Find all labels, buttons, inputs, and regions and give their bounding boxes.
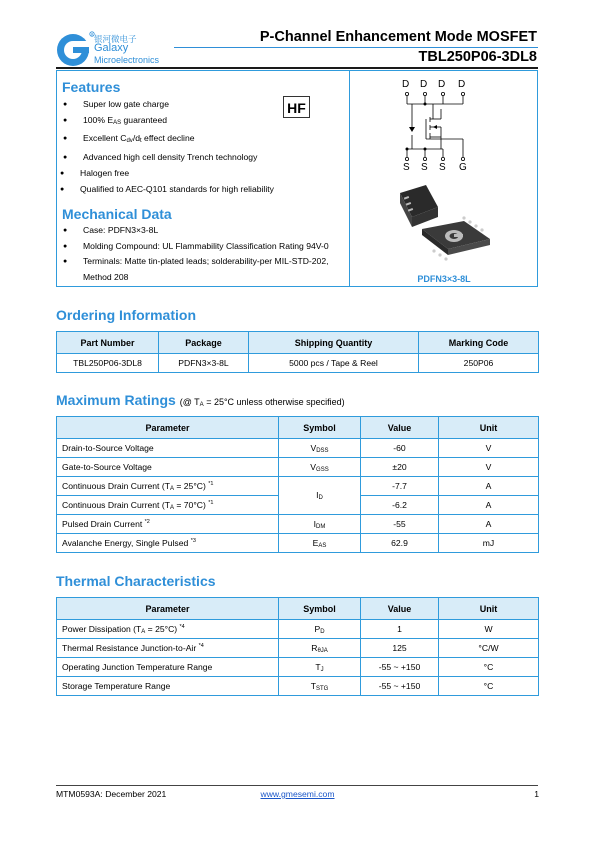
pin-label-bottom: S [421, 162, 428, 173]
column-header: Shipping Quantity [249, 332, 419, 354]
package-label: PDFN3×3-8L [417, 274, 471, 284]
table-row [57, 515, 539, 534]
column-header: Parameter [57, 598, 279, 620]
table-header-row [57, 332, 539, 354]
unit-cell: V [439, 458, 539, 477]
logo-cn-text: 银河微电子 [94, 34, 137, 44]
pin-label-top: D [458, 79, 466, 90]
max-ratings-table [56, 416, 539, 553]
symbol-cell: $I_{DM}$ [279, 515, 361, 534]
unit-cell: A [439, 477, 539, 496]
symbol-cell: $T_J$ [279, 658, 361, 677]
feature-item: ● Advanced high cell density Trench technology [83, 150, 277, 166]
mechanical-item: ● Case: PDFN3×3-8L [83, 223, 329, 239]
unit-cell: °C/W [439, 639, 539, 658]
unit-cell: °C [439, 658, 539, 677]
unit-cell: °C [439, 677, 539, 696]
feature-item: ● Qualified to AEC-Q101 standards for high reliability [80, 182, 274, 198]
table-header-row [57, 417, 539, 439]
column-header: Value [361, 417, 439, 439]
value-cell: -6.2 [361, 496, 439, 515]
part-number-title: TBL250P06-3DL8 [418, 49, 537, 65]
table-row [57, 677, 539, 696]
param-cell: Operating Junction Temperature Range [57, 658, 279, 677]
thermal-heading: Thermal Characteristics [56, 573, 216, 589]
column-header: Unit [439, 598, 539, 620]
footer-page-number: 1 [534, 789, 539, 799]
mechanical-item-cont: Method 208 [83, 272, 129, 283]
max-ratings-note: (@ $T_A = 25^\circ C$ unless otherwise specified) [179, 397, 345, 408]
ordering-table [56, 331, 539, 373]
column-header: Package [159, 332, 249, 354]
column-header: Parameter [57, 417, 279, 439]
feature-item: ● Excellent $C_{dv}/d_t$ effect decline [83, 131, 277, 150]
feature-item: ● Super low gate charge [83, 97, 277, 113]
ordering-heading: Ordering Information [56, 307, 196, 323]
footer-website [0, 789, 595, 799]
pin-label-bottom: S [403, 162, 410, 173]
mosfet-schematic [395, 77, 480, 177]
thermal-table [56, 597, 539, 696]
value-cell: -55 ~ +150 [361, 658, 439, 677]
pin-label-top: D [438, 79, 446, 90]
mechanical-item: ● Terminals: Matte tin-plated leads; solderability-per MIL-STD-202, [83, 254, 329, 270]
header-rule [174, 47, 538, 48]
symbol-cell: $T_{STG}$ [279, 677, 361, 696]
pin-label-top: D [420, 79, 428, 90]
feature-item: ● Halogen free [80, 166, 274, 182]
param-cell: Continuous Drain Current $(T_A = 25^\circ C)$ $^{*1}$ [57, 477, 279, 496]
logo-line1: Galaxy [94, 42, 129, 54]
value-cell: 1 [361, 620, 439, 639]
param-cell: Continuous Drain Current $(T_A = 70^\circ C)$ $^{*1}$ [57, 496, 279, 515]
table-row [57, 639, 539, 658]
param-cell: Gate-to-Source Voltage [57, 458, 279, 477]
table-row [57, 620, 539, 639]
value-cell: -60 [361, 439, 439, 458]
mechanical-list [83, 223, 329, 286]
features-heading: Features [62, 79, 121, 95]
value-cell: -7.7 [361, 477, 439, 496]
column-header: Part Number [57, 332, 159, 354]
table-row [57, 354, 539, 373]
unit-cell: W [439, 620, 539, 639]
column-header: Symbol [279, 598, 361, 620]
header-divider [56, 67, 538, 69]
footer-rule [56, 785, 538, 786]
param-cell: Power Dissipation $(T_A = 25^\circ C)$ $^{*4}$ [57, 620, 279, 639]
table-row [57, 534, 539, 553]
features-list [80, 97, 277, 197]
max-ratings-title: Maximum Ratings [56, 392, 176, 408]
symbol-cell: $E_{AS}$ [279, 534, 361, 553]
footer-doc-id: MTM0593A: December 2021 [56, 789, 167, 799]
column-header: Symbol [279, 417, 361, 439]
param-cell: Pulsed Drain Current $^{*2}$ [57, 515, 279, 534]
symbol-cell: $V_{DSS}$ [279, 439, 361, 458]
logo-line2: Microelectronics [94, 55, 160, 65]
table-cell: PDFN3×3-8L [159, 354, 249, 373]
max-ratings-heading [56, 392, 345, 408]
table-cell: 5000 pcs / Tape & Reel [249, 354, 419, 373]
symbol-cell: $I_D$ [279, 477, 361, 515]
mechanical-heading: Mechanical Data [62, 206, 172, 222]
value-cell: ±20 [361, 458, 439, 477]
symbol-cell: $V_{GSS}$ [279, 458, 361, 477]
table-row [57, 658, 539, 677]
mechanical-item: ● Molding Compound: UL Flammability Classification Rating 94V-0 [83, 239, 329, 255]
column-header: Value [361, 598, 439, 620]
param-cell: Drain-to-Source Voltage [57, 439, 279, 458]
galaxy-logo [56, 30, 186, 70]
package-image [392, 183, 504, 273]
pin-label-top: D [402, 79, 410, 90]
column-header: Marking Code [419, 332, 539, 354]
value-cell: 125 [361, 639, 439, 658]
unit-cell: A [439, 515, 539, 534]
value-cell: -55 [361, 515, 439, 534]
table-row [57, 439, 539, 458]
document-title: P-Channel Enhancement Mode MOSFET [259, 29, 537, 45]
table-row [57, 458, 539, 477]
param-cell: Thermal Resistance Junction-to-Air $^{*4}$ [57, 639, 279, 658]
table-cell: TBL250P06-3DL8 [57, 354, 159, 373]
pin-label-bottom: G [459, 162, 467, 173]
column-header: Unit [439, 417, 539, 439]
table-row [57, 477, 539, 496]
halogen-free-badge: HF [283, 96, 310, 118]
website-link[interactable]: www.gmesemi.com [260, 789, 335, 799]
svg-text:R: R [91, 32, 94, 37]
param-cell: Storage Temperature Range [57, 677, 279, 696]
table-header-row [57, 598, 539, 620]
pin-label-bottom: S [439, 162, 446, 173]
value-cell: -55 ~ +150 [361, 677, 439, 696]
param-cell: Avalanche Energy, Single Pulsed $^{*3}$ [57, 534, 279, 553]
unit-cell: V [439, 439, 539, 458]
table-cell: 250P06 [419, 354, 539, 373]
pdfn-package-icon [392, 183, 504, 273]
unit-cell: mJ [439, 534, 539, 553]
unit-cell: A [439, 496, 539, 515]
symbol-cell: $P_D$ [279, 620, 361, 639]
features-box-divider [349, 70, 350, 287]
feature-item: ● 100% $E_{AS}$ guaranteed [83, 113, 277, 132]
symbol-cell: $R_{\theta JA}$ [279, 639, 361, 658]
value-cell: 62.9 [361, 534, 439, 553]
